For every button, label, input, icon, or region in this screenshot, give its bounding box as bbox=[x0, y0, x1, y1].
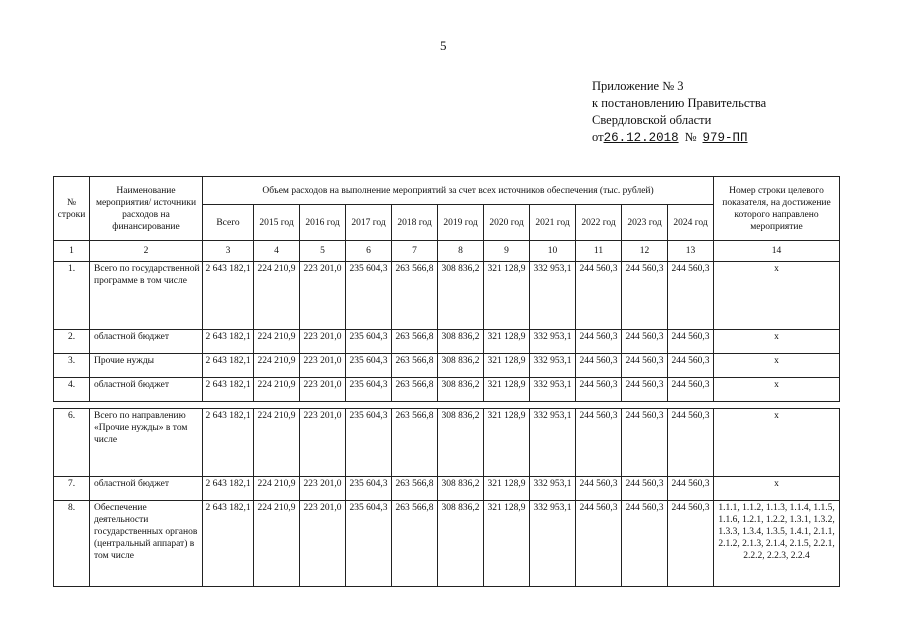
value-cell: 332 953,1 bbox=[530, 262, 576, 330]
target-cell: x bbox=[714, 409, 840, 477]
value-cell: 235 604,3 bbox=[346, 409, 392, 477]
value-cell: 2 643 182,1 bbox=[203, 262, 254, 330]
value-cell: 321 128,9 bbox=[484, 409, 530, 477]
column-number: 3 bbox=[203, 241, 254, 262]
row-name: областной бюджет bbox=[90, 477, 203, 501]
table-row bbox=[54, 262, 840, 330]
row-number: 3. bbox=[54, 354, 90, 378]
row-number: 4. bbox=[54, 378, 90, 402]
row-number: 1. bbox=[54, 262, 90, 330]
target-cell: x bbox=[714, 378, 840, 402]
row-name: Всего по направлению «Прочие нужды» в том числе bbox=[90, 409, 203, 477]
value-cell: 244 560,3 bbox=[576, 409, 622, 477]
appendix-decree: к постановлению Правительства bbox=[592, 96, 767, 110]
value-cell: 235 604,3 bbox=[346, 378, 392, 402]
value-cell: 321 128,9 bbox=[484, 501, 530, 587]
value-cell: 244 560,3 bbox=[576, 262, 622, 330]
header-year: 2024 год bbox=[668, 205, 714, 241]
value-cell: 263 566,8 bbox=[392, 409, 438, 477]
column-number: 10 bbox=[530, 241, 576, 262]
value-cell: 235 604,3 bbox=[346, 330, 392, 354]
value-cell: 244 560,3 bbox=[668, 330, 714, 354]
header-row-no: № строки bbox=[54, 177, 90, 241]
value-cell: 244 560,3 bbox=[622, 262, 668, 330]
row-name: Прочие нужды bbox=[90, 354, 203, 378]
row-name: областной бюджет bbox=[90, 378, 203, 402]
value-cell: 223 201,0 bbox=[300, 477, 346, 501]
value-cell: 321 128,9 bbox=[484, 378, 530, 402]
value-cell: 224 210,9 bbox=[254, 354, 300, 378]
value-cell: 2 643 182,1 bbox=[203, 378, 254, 402]
value-cell: 244 560,3 bbox=[668, 262, 714, 330]
column-number: 1 bbox=[54, 241, 90, 262]
value-cell: 224 210,9 bbox=[254, 330, 300, 354]
target-cell: x bbox=[714, 477, 840, 501]
column-number: 5 bbox=[300, 241, 346, 262]
value-cell: 321 128,9 bbox=[484, 330, 530, 354]
value-cell: 332 953,1 bbox=[530, 409, 576, 477]
header-year: 2016 год bbox=[300, 205, 346, 241]
value-cell: 244 560,3 bbox=[576, 378, 622, 402]
value-cell: 244 560,3 bbox=[576, 501, 622, 587]
value-cell: 332 953,1 bbox=[530, 378, 576, 402]
value-cell: 263 566,8 bbox=[392, 330, 438, 354]
value-cell: 244 560,3 bbox=[622, 330, 668, 354]
value-cell: 332 953,1 bbox=[530, 501, 576, 587]
row-number: 8. bbox=[54, 501, 90, 587]
header-year: 2021 год bbox=[530, 205, 576, 241]
header-target: Номер строки целевого показателя, на достижение которого направлено мероприятие bbox=[714, 177, 840, 241]
value-cell: 244 560,3 bbox=[576, 330, 622, 354]
value-cell: 223 201,0 bbox=[300, 409, 346, 477]
value-cell: 308 836,2 bbox=[438, 378, 484, 402]
value-cell: 223 201,0 bbox=[300, 378, 346, 402]
value-cell: 224 210,9 bbox=[254, 262, 300, 330]
value-cell: 244 560,3 bbox=[622, 477, 668, 501]
value-cell: 332 953,1 bbox=[530, 477, 576, 501]
column-number: 2 bbox=[90, 241, 203, 262]
column-number: 8 bbox=[438, 241, 484, 262]
header-year: 2018 год bbox=[392, 205, 438, 241]
target-cell: x bbox=[714, 354, 840, 378]
column-number: 7 bbox=[392, 241, 438, 262]
row-name: областной бюджет bbox=[90, 330, 203, 354]
value-cell: 308 836,2 bbox=[438, 330, 484, 354]
value-cell: 321 128,9 bbox=[484, 354, 530, 378]
value-cell: 263 566,8 bbox=[392, 378, 438, 402]
row-number: 6. bbox=[54, 409, 90, 477]
value-cell: 223 201,0 bbox=[300, 330, 346, 354]
row-number: 7. bbox=[54, 477, 90, 501]
value-cell: 321 128,9 bbox=[484, 262, 530, 330]
value-cell: 2 643 182,1 bbox=[203, 477, 254, 501]
expenses-table-part2 bbox=[53, 408, 840, 587]
target-cell: x bbox=[714, 262, 840, 330]
column-number: 4 bbox=[254, 241, 300, 262]
date-prefix: от bbox=[592, 130, 604, 144]
value-cell: 244 560,3 bbox=[622, 409, 668, 477]
value-cell: 2 643 182,1 bbox=[203, 409, 254, 477]
value-cell: 224 210,9 bbox=[254, 409, 300, 477]
value-cell: 223 201,0 bbox=[300, 262, 346, 330]
value-cell: 308 836,2 bbox=[438, 262, 484, 330]
column-number: 9 bbox=[484, 241, 530, 262]
table-row bbox=[54, 409, 840, 477]
header-total: Всего bbox=[203, 205, 254, 241]
table-row bbox=[54, 477, 840, 501]
value-cell: 2 643 182,1 bbox=[203, 501, 254, 587]
target-cell: 1.1.1, 1.1.2, 1.1.3, 1.1.4, 1.1.5, 1.1.6, 1.2.1, 1.2.2, 1.3.1, 1.3.2, 1.3.3, 1.3.4, 1.3.5, 1.4.1, 2.1.1, 2.1.2, 2.1.3, 2.1.4, 2.1.5, 2.2.1, 2.2.2, 2.2.3, 2.2.4 bbox=[714, 501, 840, 587]
value-cell: 224 210,9 bbox=[254, 501, 300, 587]
expenses-table-part1 bbox=[53, 176, 840, 402]
value-cell: 308 836,2 bbox=[438, 501, 484, 587]
value-cell: 321 128,9 bbox=[484, 477, 530, 501]
header-year: 2019 год bbox=[438, 205, 484, 241]
appendix-date-line bbox=[592, 129, 766, 147]
value-cell: 308 836,2 bbox=[438, 477, 484, 501]
value-cell: 224 210,9 bbox=[254, 477, 300, 501]
value-cell: 223 201,0 bbox=[300, 354, 346, 378]
column-number: 13 bbox=[668, 241, 714, 262]
header-year: 2015 год bbox=[254, 205, 300, 241]
header-year: 2017 год bbox=[346, 205, 392, 241]
value-cell: 2 643 182,1 bbox=[203, 354, 254, 378]
value-cell: 244 560,3 bbox=[576, 354, 622, 378]
value-cell: 223 201,0 bbox=[300, 501, 346, 587]
page-number: 5 bbox=[440, 38, 447, 53]
value-cell: 235 604,3 bbox=[346, 262, 392, 330]
value-cell: 263 566,8 bbox=[392, 354, 438, 378]
value-cell: 263 566,8 bbox=[392, 477, 438, 501]
value-cell: 235 604,3 bbox=[346, 354, 392, 378]
row-name: Всего по государственной программе в том числе bbox=[90, 262, 203, 330]
table-row bbox=[54, 354, 840, 378]
header-volume: Объем расходов на выполнение мероприятий за счет всех источников обеспечения (тыс. рублей) bbox=[203, 177, 714, 205]
value-cell: 308 836,2 bbox=[438, 354, 484, 378]
column-number-row bbox=[54, 241, 840, 262]
header-year: 2023 год bbox=[622, 205, 668, 241]
value-cell: 244 560,3 bbox=[576, 477, 622, 501]
header-year: 2020 год bbox=[484, 205, 530, 241]
value-cell: 244 560,3 bbox=[622, 354, 668, 378]
value-cell: 244 560,3 bbox=[622, 501, 668, 587]
value-cell: 332 953,1 bbox=[530, 330, 576, 354]
value-cell: 235 604,3 bbox=[346, 501, 392, 587]
value-cell: 244 560,3 bbox=[668, 501, 714, 587]
appendix-title: Приложение № 3 bbox=[592, 79, 684, 93]
column-number: 11 bbox=[576, 241, 622, 262]
value-cell: 244 560,3 bbox=[622, 378, 668, 402]
column-number: 6 bbox=[346, 241, 392, 262]
table-row bbox=[54, 330, 840, 354]
value-cell: 244 560,3 bbox=[668, 378, 714, 402]
number-prefix: № bbox=[684, 130, 697, 144]
header-year: 2022 год bbox=[576, 205, 622, 241]
value-cell: 224 210,9 bbox=[254, 378, 300, 402]
value-cell: 244 560,3 bbox=[668, 409, 714, 477]
row-number: 2. bbox=[54, 330, 90, 354]
value-cell: 235 604,3 bbox=[346, 477, 392, 501]
value-cell: 308 836,2 bbox=[438, 409, 484, 477]
value-cell: 332 953,1 bbox=[530, 354, 576, 378]
header-name: Наименование мероприятия/ источники расходов на финансирование bbox=[90, 177, 203, 241]
table-row bbox=[54, 378, 840, 402]
value-cell: 263 566,8 bbox=[392, 262, 438, 330]
decree-number: 979-ПП bbox=[702, 131, 748, 145]
target-cell: x bbox=[714, 330, 840, 354]
value-cell: 244 560,3 bbox=[668, 354, 714, 378]
table-row bbox=[54, 501, 840, 587]
appendix-header bbox=[592, 78, 766, 147]
decree-date: 26.12.2018 bbox=[603, 131, 679, 145]
value-cell: 2 643 182,1 bbox=[203, 330, 254, 354]
appendix-region: Свердловской области bbox=[592, 113, 712, 127]
value-cell: 244 560,3 bbox=[668, 477, 714, 501]
row-name: Обеспечение деятельности государственных органов (центральный аппарат) в том числе bbox=[90, 501, 203, 587]
column-number: 14 bbox=[714, 241, 840, 262]
value-cell: 263 566,8 bbox=[392, 501, 438, 587]
column-number: 12 bbox=[622, 241, 668, 262]
